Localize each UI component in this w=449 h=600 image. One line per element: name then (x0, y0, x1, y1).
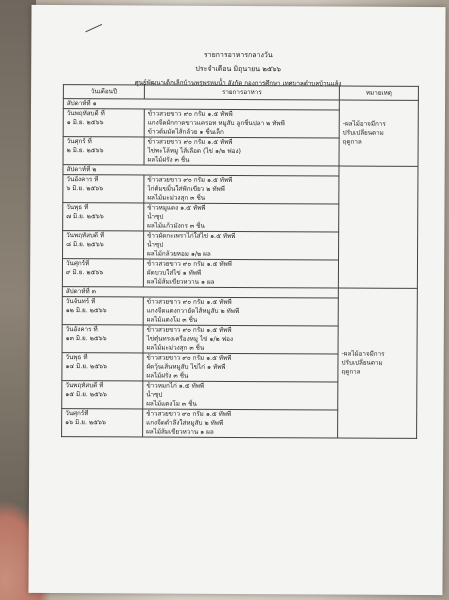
menu-cell: ข้าวหมูแดง ๑.๕ ทัพพี น้ำซุป ผลไม้แก้วมังกร ๓ ชิ้น (144, 203, 339, 232)
menu-cell: ข้าวสวยขาว ๙๐ กรัม ๑.๕ ทัพพี แกงจืดผักกาดขาวแครอท หมูสับ ลูกชิ้นปลา ๒ ทัพพี ข้าวต้มมัดไส้กล้วย ๑ ชิ้นเล็ก (144, 109, 339, 138)
menu-cell: ข้าวสวยขาว ๙๐ กรัม ๑.๕ ทัพพี ไก่ต้มขมิ้นใส่ฟักเขียว ๒ ทัพพี ผลไม้มะม่วงสุก ๓ ชิ้น (144, 175, 339, 204)
date-cell: วันพุธ ที่ ๑๔ มิ.ย. ๒๕๖๖ (62, 353, 143, 381)
doc-title: รายการอาหารกลางวัน (203, 50, 273, 60)
menu-cell: ข้าวหมกไก่ ๑.๕ ทัพพี น้ำซุป ผลไม้แตงโม ๓ ชิ้น (143, 381, 338, 410)
date-cell: วันพุธ ที่ ๗ มิ.ย. ๒๕๖๖ (63, 203, 144, 231)
date-cell: วันพฤหัสบดี ที่ ๑๕ มิ.ย. ๒๕๖๖ (62, 381, 143, 409)
doc-month: ประจำเดือน มิถุนายน ๒๕๖๖ (195, 64, 282, 74)
date-cell: วันจันทร์ ที่ ๑๒ มิ.ย. ๒๕๖๖ (62, 297, 143, 325)
date-cell: วันอังคาร ที่ ๖ มิ.ย. ๒๕๖๖ (63, 175, 144, 203)
date-cell: วันศุกร์ที่ ๙ มิ.ย. ๒๕๖๖ (62, 259, 143, 287)
header-remark: หมายเหตุ (339, 86, 418, 100)
date-cell: วันพฤหัสบดี ที่ ๘ มิ.ย. ๒๕๖๖ (63, 231, 144, 259)
date-cell: วันศุกร์ ที่ ๒ มิ.ย. ๒๕๖๖ (63, 137, 144, 165)
header-menu: รายการอาหาร (144, 85, 339, 100)
week-label: สัปดาห์ที่ ๑ (63, 99, 339, 110)
remark-cell: -ผลไม้อาจมีการ ปรับเปลี่ยนตาม ฤดูกาล (338, 288, 418, 438)
week-label: สัปดาห์ที่ ๒ (63, 165, 339, 176)
menu-cell: ข้าวผัดกะเพราไก่ใส่ไข่ ๑.๕ ทัพพี น้ำซุป ผลไม้กล้วยหอม ๑/๒ ผล (144, 231, 339, 260)
menu-cell: ข้าวสวยขาว ๙๐ กรัม ๑.๕ ทัพพี ผัดวุ้นเส้นหมูสับ ไข่ไก่ ๑ ทัพพี ผลไม้ฝรั่ง ๓ ชิ้น (143, 353, 338, 382)
doc-center: ศูนย์พัฒนาเด็กเล็กบ้านพรุพรหมน้ำ สังกัด กองการศึกษา เทศบาลตำบลบ้านแล้ง (134, 79, 342, 88)
week-label: สัปดาห์ที่ ๓ (62, 287, 338, 298)
staple-mark (85, 24, 105, 40)
header-row (63, 85, 418, 101)
header-date: วันเดือนปี (63, 85, 144, 99)
menu-cell: ข้าวสวยขาว ๙๐ กรัม ๑.๕ ทัพพี ไข่พะโล้หมู ไส้เลือด (ไข่ ๑/๒ ฟอง) ผลไม้ฝรั่ง ๓ ชิ้น (144, 137, 339, 166)
menu-cell: ข้าวสวยขาว ๙๐ กรัม ๑.๕ ทัพพี แกงจืดแตงกวายัดไส้หมูสับ ๒ ทัพพี ผลไม้แตงโม ๓ ชิ้น (143, 297, 338, 326)
menu-table (61, 84, 419, 439)
menu-cell: ข้าวสวยขาว ๙๐ กรัม ๑.๕ ทัพพี ไข่ตุ๋นทรงเครื่องหมู ไข่ ๑/๒ ฟอง ผลไม้มะม่วงสุก ๓ ชิ้น (143, 325, 338, 354)
menu-cell: ข้าวสวยขาว ๙๐ กรัม ๑.๕ ทัพพี ผัดบวบใส่ไข่ ๑ ทัพพี ผลไม้ส้มเขียวหวาน ๑ ผล (143, 259, 338, 288)
date-cell: วันพฤหัสบดี ที่ ๑ มิ.ย. ๒๕๖๖ (63, 109, 144, 137)
menu-cell: ข้าวสวยขาว ๙๐ กรัม ๑.๕ ทัพพี แกงจืดตำลึงใส่หมูสับ ๒ ทัพพี ผลไม้ส้มเขียวหวาน ๑ ผล (143, 409, 338, 438)
remark-cell (338, 166, 418, 288)
date-cell: วันศุกร์ที่ ๑๖ มิ.ย. ๒๕๖๖ (62, 409, 143, 437)
remark-cell: -ผลไม้อาจมีการ ปรับเปลี่ยนตาม ฤดูกาล (339, 100, 418, 166)
date-cell: วันอังคาร ที่ ๑๓ มิ.ย. ๒๕๖๖ (62, 325, 143, 353)
